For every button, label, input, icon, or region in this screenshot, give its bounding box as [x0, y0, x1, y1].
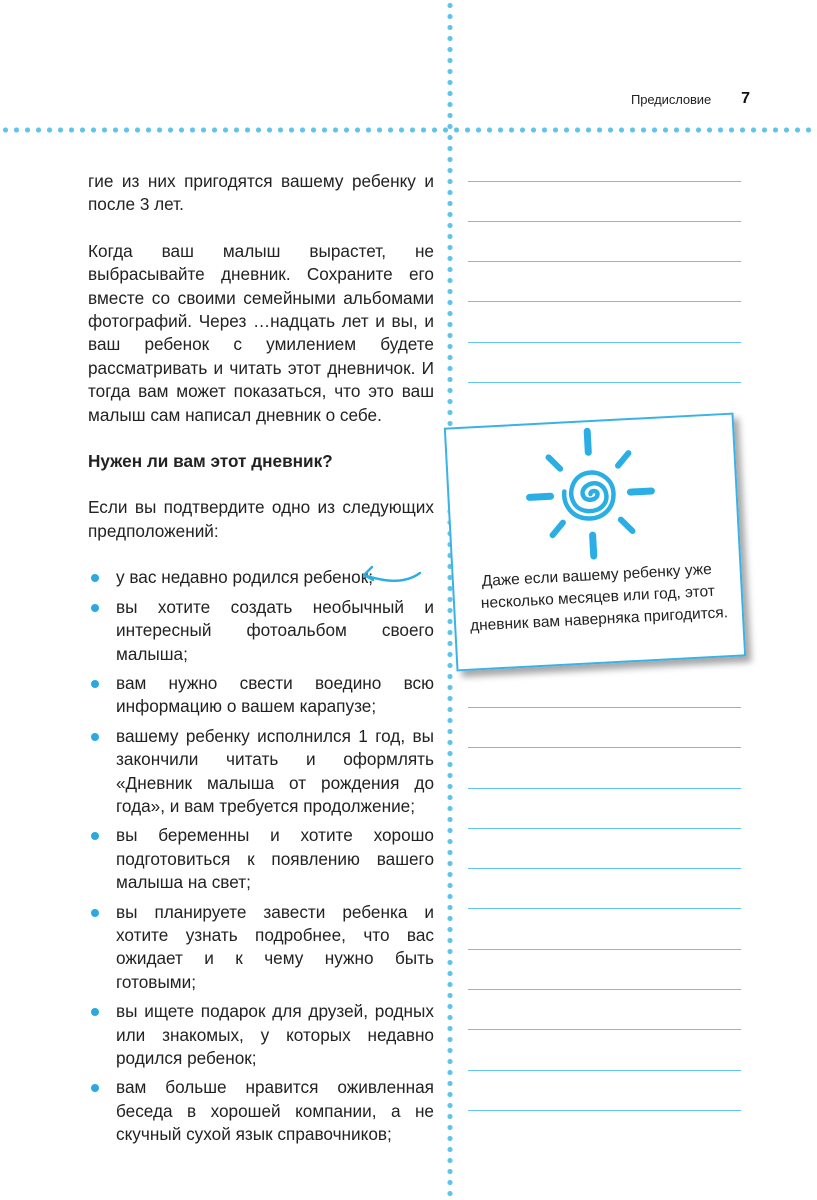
note-line — [468, 989, 741, 990]
bullet-icon — [91, 832, 99, 840]
note-line — [468, 1029, 741, 1030]
note-line — [468, 707, 741, 708]
note-line — [468, 382, 741, 383]
list-item: у вас недавно родился ребенок; — [88, 566, 434, 589]
sun-spiral-icon — [517, 423, 664, 565]
curved-arrow-icon — [358, 558, 422, 588]
note-line — [468, 1070, 741, 1071]
list-item: вы хотите создать необычный и интересный фотоальбом своего малыша; — [88, 596, 434, 666]
list-item: вашему ребенку исполнился 1 год, вы закончили читать и оформлять «Дневник малыша от рождения до года», и вам требуется продолжение; — [88, 725, 434, 819]
page-header — [560, 88, 750, 110]
bullet-icon — [91, 574, 99, 582]
note-line — [468, 181, 741, 182]
list-item: вам нужно свести воедино всю информацию о вашем карапузе; — [88, 672, 434, 719]
note-line — [468, 221, 741, 222]
reasons-list — [88, 566, 434, 1146]
bullet-icon — [91, 680, 99, 688]
note-line — [468, 342, 741, 343]
list-item: вы ищете подарок для друзей, родных или знакомых, у которых недавно родился ребенок; — [88, 1000, 434, 1070]
horizontal-dotted-divider — [0, 124, 817, 136]
list-item: вы планируете завести ребенка и хотите узнать подробнее, что вас ожидает и к чему нужно быть готовыми; — [88, 901, 434, 995]
sticky-note — [444, 413, 746, 672]
note-text: Даже если вашему ребенку уже несколько месяцев или год, этот дневник вам наверняка пригодится. — [469, 560, 729, 635]
paragraph-intro-list: Если вы подтвердите одно из следующих предположений: — [88, 497, 434, 541]
note-line — [468, 828, 741, 829]
note-line — [468, 1110, 741, 1111]
note-line — [468, 868, 741, 869]
section-heading: Нужен ли вам этот дневник? — [88, 451, 333, 472]
running-title: Предисловие — [630, 91, 712, 107]
note-line — [468, 788, 741, 789]
note-line — [468, 747, 741, 748]
paragraph-keep-diary: Когда ваш малыш вырастет, не выбрасывайте дневник. Сохраните его вместе со своими семейными альбомами фотографий. Через …надцать лет и вы, и ваш ребенок с умилением будете рассматривать и читать этот дневничок. И тогда вам может показаться, что это ваш малыш сам написал дневник о себе. — [88, 240, 434, 425]
list-item: вы беременны и хотите хорошо подготовиться к появлению вашего малыша на свет; — [88, 824, 434, 894]
list-item: вам больше нравится оживленная беседа в хорошей компании, а не скучный сухой язык справочников; — [88, 1076, 434, 1146]
bullet-icon — [91, 909, 99, 917]
bullet-icon — [91, 733, 99, 741]
paragraph-continuation: гие из них пригодятся вашему ребенку и после 3 лет. — [88, 171, 434, 215]
note-line — [468, 261, 741, 262]
bullet-icon — [91, 1084, 99, 1092]
note-line — [468, 908, 741, 909]
bullet-icon — [91, 604, 99, 612]
main-text-column — [88, 170, 434, 1153]
bullet-icon — [91, 1008, 99, 1016]
note-line — [468, 949, 741, 950]
page-number: 7 — [741, 90, 750, 107]
note-line — [468, 301, 741, 302]
